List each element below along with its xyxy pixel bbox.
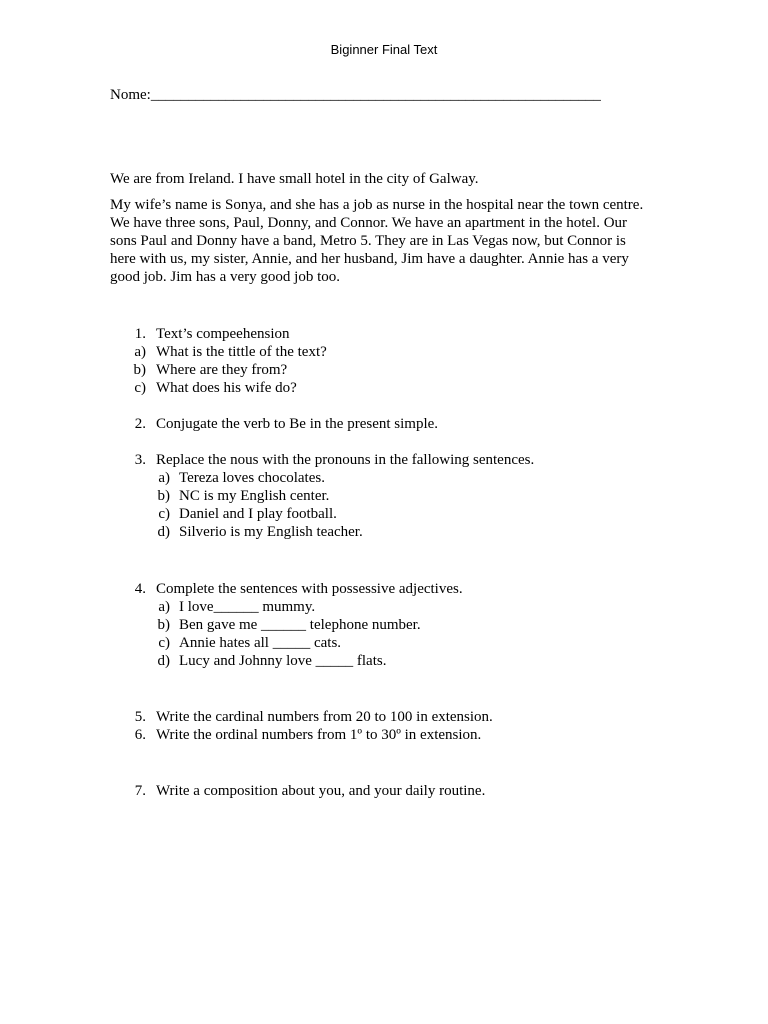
name-line: Nome:____________________________________________________________ xyxy=(110,87,601,103)
question-1-item-b xyxy=(0,361,768,379)
question-text: Write a composition about you, and your daily routine. xyxy=(156,783,486,799)
item-text: NC is my English center. xyxy=(179,488,330,504)
question-3-item-a xyxy=(0,469,768,487)
item-text: Annie hates all _____ cats. xyxy=(179,635,342,651)
item-text: Ben gave me ______ telephone number. xyxy=(179,617,421,633)
question-number: 2. xyxy=(134,416,146,432)
item-text: Silverio is my English teacher. xyxy=(179,524,363,540)
item-marker: d) xyxy=(157,653,170,669)
question-text: Write the ordinal numbers from 1º to 30º in extension. xyxy=(156,727,482,743)
item-marker: a) xyxy=(158,470,170,486)
item-text: Lucy and Johnny love _____ flats. xyxy=(179,653,387,669)
question-text: Text’s compeehension xyxy=(156,326,290,342)
question-6 xyxy=(0,726,768,744)
question-4-item-a xyxy=(0,598,768,616)
question-number: 3. xyxy=(134,452,146,468)
question-number: 5. xyxy=(134,709,146,725)
item-marker: a) xyxy=(158,599,170,615)
question-number: 1. xyxy=(134,326,146,342)
question-5 xyxy=(0,708,768,726)
question-3-item-c xyxy=(0,505,768,523)
item-marker: a) xyxy=(134,344,146,360)
item-marker: b) xyxy=(157,617,170,633)
item-text: Daniel and I play football. xyxy=(179,506,337,522)
question-4 xyxy=(0,580,768,598)
item-text: What does his wife do? xyxy=(156,380,297,396)
item-marker: b) xyxy=(157,488,170,504)
question-2 xyxy=(0,415,768,433)
question-3 xyxy=(0,451,768,469)
question-7 xyxy=(0,782,768,800)
question-number: 7. xyxy=(134,783,146,799)
question-text: Complete the sentences with possessive adjectives. xyxy=(156,581,463,597)
question-text: Replace the nous with the pronouns in the fallowing sentences. xyxy=(156,452,535,468)
item-marker: c) xyxy=(158,635,170,651)
intro-sentence: We are from Ireland. I have small hotel in the city of Galway. xyxy=(110,171,479,187)
item-marker: d) xyxy=(157,524,170,540)
item-marker: c) xyxy=(158,506,170,522)
item-marker: b) xyxy=(133,362,146,378)
item-text: What is the tittle of the text? xyxy=(156,344,327,360)
question-number: 6. xyxy=(134,727,146,743)
item-text: Where are they from? xyxy=(156,362,288,378)
question-1 xyxy=(0,325,768,343)
question-1-item-c xyxy=(0,379,768,397)
question-4-item-c xyxy=(0,634,768,652)
item-marker: c) xyxy=(134,380,146,396)
item-text: Tereza loves chocolates. xyxy=(179,470,325,486)
question-4-item-d xyxy=(0,652,768,670)
question-text: Write the cardinal numbers from 20 to 100 in extension. xyxy=(156,709,493,725)
question-3-item-b xyxy=(0,487,768,505)
question-text: Conjugate the verb to Be in the present simple. xyxy=(156,416,439,432)
question-1-item-a xyxy=(0,343,768,361)
question-3-item-d xyxy=(0,523,768,541)
question-number: 4. xyxy=(134,581,146,597)
item-text: I love______ mummy. xyxy=(179,599,316,615)
reading-paragraph: My wife’s name is Sonya, and she has a job as nurse in the hospital near the town centre. We have three sons, Paul, Donny, and Connor. We have an apartment in the hotel. Our sons Paul and Donny have a band, Metro 5. They are in Las Vegas now, but Connor is here with us, my sister, Annie, and her husband, Jim have a daughter. Annie has a very good job. Jim has a very good job too. xyxy=(110,197,644,285)
question-4-item-b xyxy=(0,616,768,634)
page-header: Biginner Final Text xyxy=(330,42,438,57)
